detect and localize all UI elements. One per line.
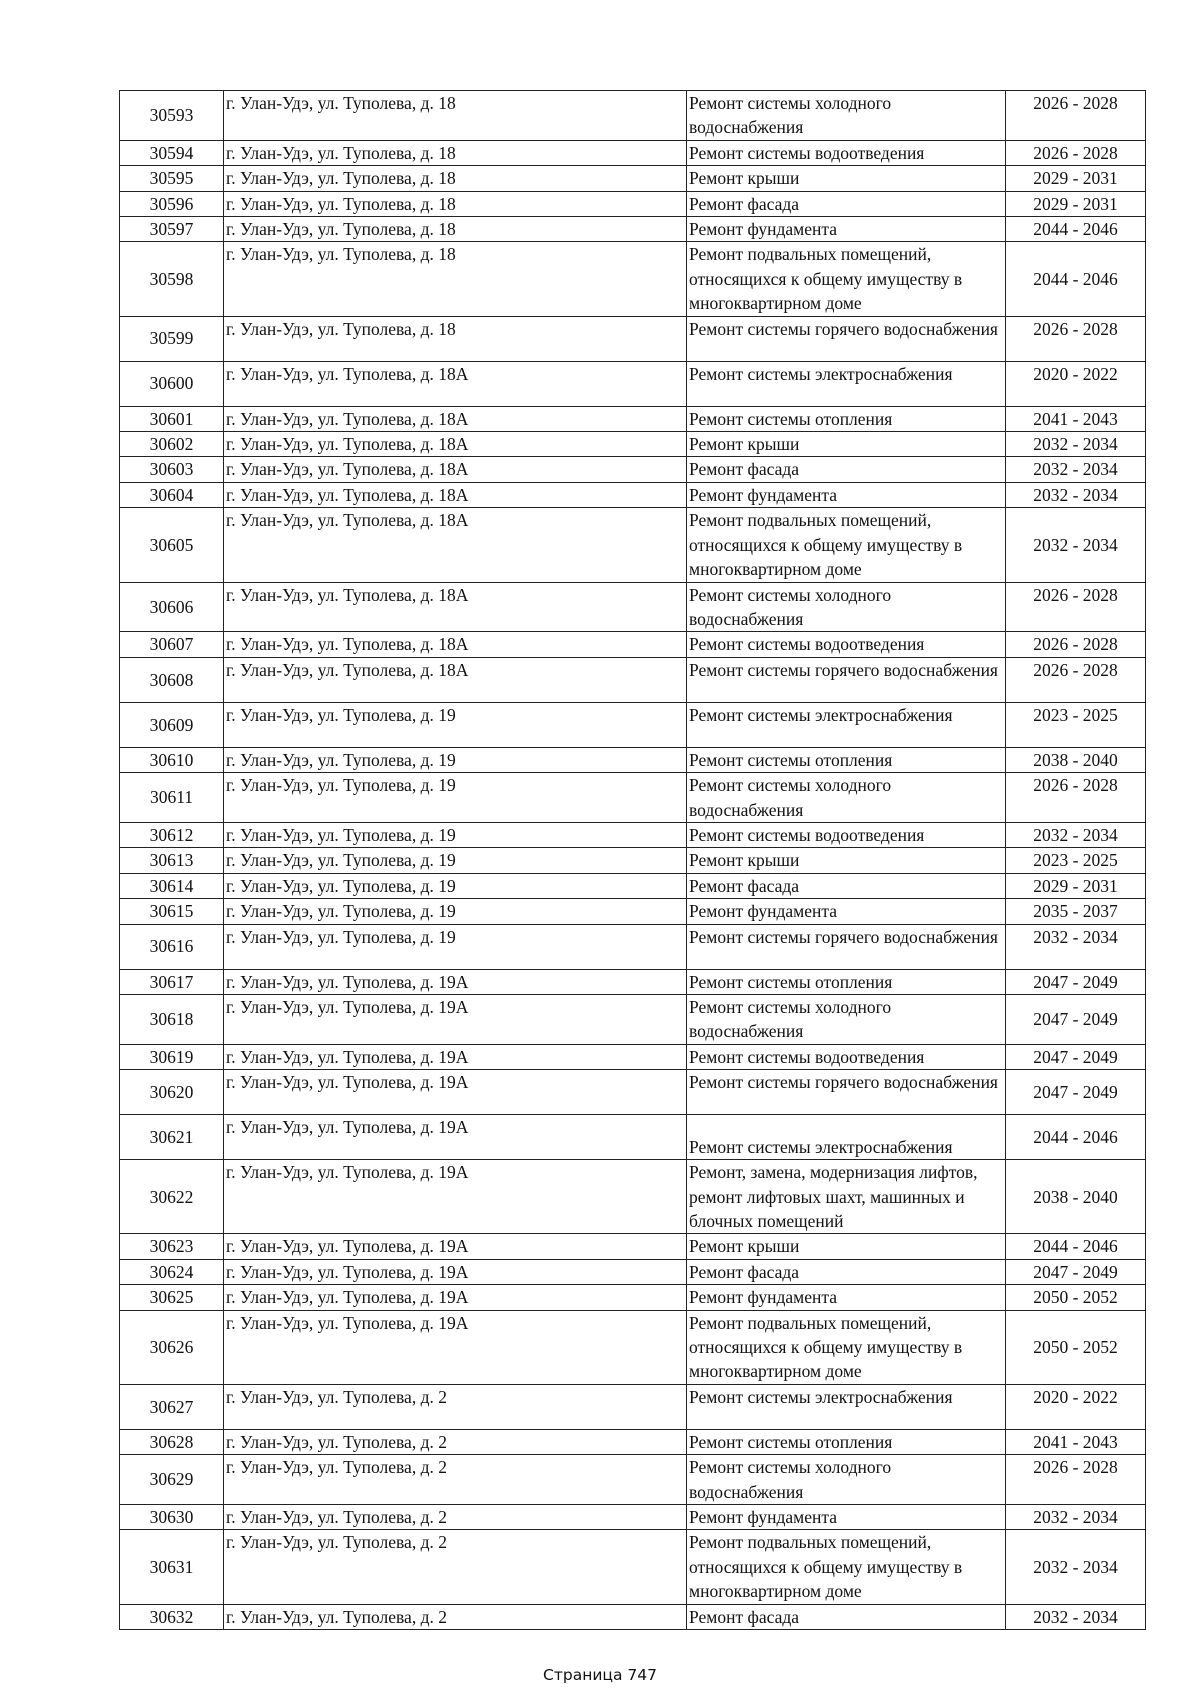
table-row <box>120 822 1146 847</box>
work-type-cell: Ремонт системы водоотведения <box>687 632 1006 657</box>
work-type-cell: Ремонт системы горячего водоснабжения <box>687 316 1006 361</box>
work-type-cell: Ремонт фундамента <box>687 482 1006 507</box>
address-cell: г. Улан-Удэ, ул. Туполева, д. 18 <box>224 217 687 242</box>
work-type-cell: Ремонт фасада <box>687 873 1006 898</box>
table-row <box>120 91 1146 141</box>
table-row <box>120 747 1146 772</box>
address-cell: г. Улан-Удэ, ул. Туполева, д. 19А <box>224 1115 687 1160</box>
work-type-cell: Ремонт фундамента <box>687 1505 1006 1530</box>
row-number: 30628 <box>120 1429 224 1454</box>
period-cell: 2026 - 2028 <box>1006 773 1146 823</box>
address-cell: г. Улан-Удэ, ул. Туполева, д. 18А <box>224 432 687 457</box>
row-number: 30603 <box>120 457 224 482</box>
work-type-cell: Ремонт подвальных помещений, относящихся к общему имуществу в многоквартирном доме <box>687 1530 1006 1604</box>
row-number: 30629 <box>120 1455 224 1505</box>
work-type-cell: Ремонт системы электроснабжения <box>687 702 1006 747</box>
table-row <box>120 873 1146 898</box>
period-cell: 2041 - 2043 <box>1006 406 1146 431</box>
row-number: 30593 <box>120 91 224 141</box>
address-cell: г. Улан-Удэ, ул. Туполева, д. 19А <box>224 1070 687 1115</box>
work-type-cell: Ремонт фасада <box>687 1604 1006 1629</box>
period-cell: 2020 - 2022 <box>1006 361 1146 406</box>
work-type-cell: Ремонт системы отопления <box>687 969 1006 994</box>
address-cell: г. Улан-Удэ, ул. Туполева, д. 19 <box>224 747 687 772</box>
table-row <box>120 1429 1146 1454</box>
work-type-cell: Ремонт системы водоотведения <box>687 140 1006 165</box>
row-number: 30599 <box>120 316 224 361</box>
address-cell: г. Улан-Удэ, ул. Туполева, д. 19 <box>224 702 687 747</box>
table-row <box>120 773 1146 823</box>
table-row <box>120 924 1146 969</box>
period-cell: 2026 - 2028 <box>1006 632 1146 657</box>
address-cell: г. Улан-Удэ, ул. Туполева, д. 19 <box>224 899 687 924</box>
table-row <box>120 1285 1146 1310</box>
address-cell: г. Улан-Удэ, ул. Туполева, д. 18А <box>224 482 687 507</box>
work-type-cell: Ремонт крыши <box>687 432 1006 457</box>
address-cell: г. Улан-Удэ, ул. Туполева, д. 19 <box>224 773 687 823</box>
row-number: 30594 <box>120 140 224 165</box>
work-type-cell: Ремонт подвальных помещений, относящихся к общему имуществу в многоквартирном доме <box>687 1310 1006 1384</box>
table-row <box>120 582 1146 632</box>
period-cell: 2023 - 2025 <box>1006 702 1146 747</box>
address-cell: г. Улан-Удэ, ул. Туполева, д. 19А <box>224 969 687 994</box>
row-number: 30610 <box>120 747 224 772</box>
row-number: 30607 <box>120 632 224 657</box>
table-row <box>120 242 1146 316</box>
row-number: 30614 <box>120 873 224 898</box>
row-number: 30631 <box>120 1530 224 1604</box>
address-cell: г. Улан-Удэ, ул. Туполева, д. 18 <box>224 316 687 361</box>
table-row <box>120 1384 1146 1429</box>
work-type-cell: Ремонт системы водоотведения <box>687 1044 1006 1069</box>
table-row <box>120 1530 1146 1604</box>
row-number: 30630 <box>120 1505 224 1530</box>
work-type-cell: Ремонт, замена, модернизация лифтов, ремонт лифтовых шахт, машинных и блочных помещений <box>687 1160 1006 1234</box>
period-cell: 2035 - 2037 <box>1006 899 1146 924</box>
work-type-cell: Ремонт системы электроснабжения <box>687 361 1006 406</box>
period-cell: 2047 - 2049 <box>1006 969 1146 994</box>
table-row <box>120 899 1146 924</box>
period-cell: 2029 - 2031 <box>1006 166 1146 191</box>
period-cell: 2026 - 2028 <box>1006 91 1146 141</box>
row-number: 30623 <box>120 1234 224 1259</box>
table-row <box>120 1604 1146 1629</box>
row-number: 30597 <box>120 217 224 242</box>
table-row <box>120 848 1146 873</box>
period-cell: 2032 - 2034 <box>1006 924 1146 969</box>
address-cell: г. Улан-Удэ, ул. Туполева, д. 19А <box>224 1044 687 1069</box>
table-row <box>120 508 1146 582</box>
period-cell: 2020 - 2022 <box>1006 1384 1146 1429</box>
work-type-cell: Ремонт системы горячего водоснабжения <box>687 1070 1006 1115</box>
table-row <box>120 1115 1146 1160</box>
table-row <box>120 361 1146 406</box>
work-type-cell: Ремонт системы водоотведения <box>687 822 1006 847</box>
address-cell: г. Улан-Удэ, ул. Туполева, д. 18А <box>224 508 687 582</box>
period-cell: 2050 - 2052 <box>1006 1285 1146 1310</box>
row-number: 30605 <box>120 508 224 582</box>
address-cell: г. Улан-Удэ, ул. Туполева, д. 2 <box>224 1384 687 1429</box>
row-number: 30609 <box>120 702 224 747</box>
row-number: 30601 <box>120 406 224 431</box>
row-number: 30608 <box>120 657 224 702</box>
work-type-cell: Ремонт фасада <box>687 191 1006 216</box>
address-cell: г. Улан-Удэ, ул. Туполева, д. 19А <box>224 994 687 1044</box>
row-number: 30600 <box>120 361 224 406</box>
period-cell: 2023 - 2025 <box>1006 848 1146 873</box>
row-number: 30602 <box>120 432 224 457</box>
table-row <box>120 166 1146 191</box>
row-number: 30606 <box>120 582 224 632</box>
address-cell: г. Улан-Удэ, ул. Туполева, д. 18 <box>224 242 687 316</box>
address-cell: г. Улан-Удэ, ул. Туполева, д. 19 <box>224 924 687 969</box>
address-cell: г. Улан-Удэ, ул. Туполева, д. 18 <box>224 166 687 191</box>
period-cell: 2047 - 2049 <box>1006 1070 1146 1115</box>
row-number: 30622 <box>120 1160 224 1234</box>
table-row <box>120 1234 1146 1259</box>
period-cell: 2032 - 2034 <box>1006 482 1146 507</box>
table-row <box>120 482 1146 507</box>
period-cell: 2044 - 2046 <box>1006 217 1146 242</box>
table-row <box>120 140 1146 165</box>
table-row <box>120 1455 1146 1505</box>
period-cell: 2047 - 2049 <box>1006 994 1146 1044</box>
address-cell: г. Улан-Удэ, ул. Туполева, д. 19А <box>224 1310 687 1384</box>
row-number: 30620 <box>120 1070 224 1115</box>
address-cell: г. Улан-Удэ, ул. Туполева, д. 18А <box>224 406 687 431</box>
row-number: 30598 <box>120 242 224 316</box>
table-row <box>120 969 1146 994</box>
work-type-cell: Ремонт системы отопления <box>687 1429 1006 1454</box>
table-body <box>120 91 1146 1630</box>
row-number: 30618 <box>120 994 224 1044</box>
period-cell: 2026 - 2028 <box>1006 582 1146 632</box>
work-type-cell: Ремонт крыши <box>687 1234 1006 1259</box>
table-row <box>120 1160 1146 1234</box>
period-cell: 2050 - 2052 <box>1006 1310 1146 1384</box>
row-number: 30619 <box>120 1044 224 1069</box>
row-number: 30611 <box>120 773 224 823</box>
work-type-cell: Ремонт системы холодного водоснабжения <box>687 91 1006 141</box>
work-type-cell: Ремонт системы горячего водоснабжения <box>687 924 1006 969</box>
table-row <box>120 1310 1146 1384</box>
period-cell: 2041 - 2043 <box>1006 1429 1146 1454</box>
work-type-cell: Ремонт крыши <box>687 166 1006 191</box>
address-cell: г. Улан-Удэ, ул. Туполева, д. 19А <box>224 1160 687 1234</box>
table-row <box>120 1259 1146 1284</box>
period-cell: 2032 - 2034 <box>1006 1530 1146 1604</box>
address-cell: г. Улан-Удэ, ул. Туполева, д. 19 <box>224 848 687 873</box>
period-cell: 2026 - 2028 <box>1006 140 1146 165</box>
work-type-cell: Ремонт крыши <box>687 848 1006 873</box>
work-type-cell: Ремонт системы холодного водоснабжения <box>687 994 1006 1044</box>
table-row <box>120 994 1146 1044</box>
table-row <box>120 657 1146 702</box>
period-cell: 2032 - 2034 <box>1006 432 1146 457</box>
work-type-cell: Ремонт фундамента <box>687 217 1006 242</box>
row-number: 30616 <box>120 924 224 969</box>
period-cell: 2038 - 2040 <box>1006 1160 1146 1234</box>
work-type-cell: Ремонт подвальных помещений, относящихся к общему имуществу в многоквартирном доме <box>687 242 1006 316</box>
row-number: 30615 <box>120 899 224 924</box>
address-cell: г. Улан-Удэ, ул. Туполева, д. 19 <box>224 822 687 847</box>
table-row <box>120 1044 1146 1069</box>
address-cell: г. Улан-Удэ, ул. Туполева, д. 18А <box>224 657 687 702</box>
table-row <box>120 406 1146 431</box>
period-cell: 2032 - 2034 <box>1006 822 1146 847</box>
row-number: 30595 <box>120 166 224 191</box>
row-number: 30621 <box>120 1115 224 1160</box>
period-cell: 2032 - 2034 <box>1006 508 1146 582</box>
address-cell: г. Улан-Удэ, ул. Туполева, д. 18А <box>224 361 687 406</box>
period-cell: 2038 - 2040 <box>1006 747 1146 772</box>
table-row <box>120 457 1146 482</box>
period-cell: 2032 - 2034 <box>1006 457 1146 482</box>
work-type-cell: Ремонт системы горячего водоснабжения <box>687 657 1006 702</box>
period-cell: 2047 - 2049 <box>1006 1044 1146 1069</box>
table-row <box>120 432 1146 457</box>
table-row <box>120 632 1146 657</box>
address-cell: г. Улан-Удэ, ул. Туполева, д. 2 <box>224 1455 687 1505</box>
period-cell: 2029 - 2031 <box>1006 873 1146 898</box>
work-type-cell: Ремонт системы электроснабжения <box>687 1384 1006 1429</box>
address-cell: г. Улан-Удэ, ул. Туполева, д. 18А <box>224 632 687 657</box>
period-cell: 2032 - 2034 <box>1006 1505 1146 1530</box>
period-cell: 2032 - 2034 <box>1006 1604 1146 1629</box>
table-row <box>120 1505 1146 1530</box>
period-cell: 2044 - 2046 <box>1006 242 1146 316</box>
address-cell: г. Улан-Удэ, ул. Туполева, д. 18А <box>224 457 687 482</box>
repair-schedule-table <box>119 90 1146 1630</box>
row-number: 30613 <box>120 848 224 873</box>
work-type-cell: Ремонт системы холодного водоснабжения <box>687 773 1006 823</box>
row-number: 30626 <box>120 1310 224 1384</box>
work-type-cell: Ремонт системы электроснабжения <box>687 1115 1006 1160</box>
period-cell: 2026 - 2028 <box>1006 316 1146 361</box>
row-number: 30604 <box>120 482 224 507</box>
period-cell: 2044 - 2046 <box>1006 1234 1146 1259</box>
address-cell: г. Улан-Удэ, ул. Туполева, д. 18 <box>224 140 687 165</box>
page-number: Страница 747 <box>543 1666 657 1684</box>
work-type-cell: Ремонт подвальных помещений, относящихся к общему имуществу в многоквартирном доме <box>687 508 1006 582</box>
table-row <box>120 316 1146 361</box>
work-type-cell: Ремонт системы холодного водоснабжения <box>687 582 1006 632</box>
period-cell: 2026 - 2028 <box>1006 657 1146 702</box>
address-cell: г. Улан-Удэ, ул. Туполева, д. 2 <box>224 1530 687 1604</box>
table-row <box>120 217 1146 242</box>
row-number: 30624 <box>120 1259 224 1284</box>
row-number: 30632 <box>120 1604 224 1629</box>
row-number: 30612 <box>120 822 224 847</box>
period-cell: 2029 - 2031 <box>1006 191 1146 216</box>
address-cell: г. Улан-Удэ, ул. Туполева, д. 2 <box>224 1604 687 1629</box>
work-type-cell: Ремонт фасада <box>687 1259 1006 1284</box>
address-cell: г. Улан-Удэ, ул. Туполева, д. 18А <box>224 582 687 632</box>
period-cell: 2044 - 2046 <box>1006 1115 1146 1160</box>
period-cell: 2026 - 2028 <box>1006 1455 1146 1505</box>
address-cell: г. Улан-Удэ, ул. Туполева, д. 18 <box>224 191 687 216</box>
work-type-cell: Ремонт системы отопления <box>687 406 1006 431</box>
row-number: 30625 <box>120 1285 224 1310</box>
work-type-cell: Ремонт фасада <box>687 457 1006 482</box>
address-cell: г. Улан-Удэ, ул. Туполева, д. 19 <box>224 873 687 898</box>
row-number: 30596 <box>120 191 224 216</box>
period-cell: 2047 - 2049 <box>1006 1259 1146 1284</box>
work-type-cell: Ремонт фундамента <box>687 899 1006 924</box>
table-row <box>120 702 1146 747</box>
row-number: 30617 <box>120 969 224 994</box>
table-row <box>120 191 1146 216</box>
address-cell: г. Улан-Удэ, ул. Туполева, д. 2 <box>224 1505 687 1530</box>
address-cell: г. Улан-Удэ, ул. Туполева, д. 19А <box>224 1259 687 1284</box>
work-type-cell: Ремонт системы холодного водоснабжения <box>687 1455 1006 1505</box>
address-cell: г. Улан-Удэ, ул. Туполева, д. 19А <box>224 1285 687 1310</box>
row-number: 30627 <box>120 1384 224 1429</box>
work-type-cell: Ремонт фундамента <box>687 1285 1006 1310</box>
table-row <box>120 1070 1146 1115</box>
address-cell: г. Улан-Удэ, ул. Туполева, д. 19А <box>224 1234 687 1259</box>
work-type-cell: Ремонт системы отопления <box>687 747 1006 772</box>
address-cell: г. Улан-Удэ, ул. Туполева, д. 2 <box>224 1429 687 1454</box>
address-cell: г. Улан-Удэ, ул. Туполева, д. 18 <box>224 91 687 141</box>
